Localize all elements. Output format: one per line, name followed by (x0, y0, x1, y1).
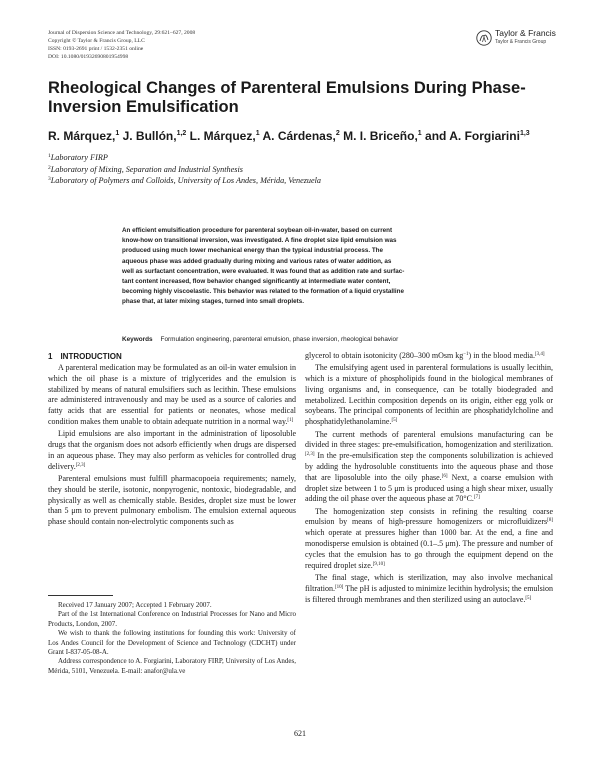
citation-ref: [10] (335, 584, 344, 590)
author-name: J. Bullón,$^{1,2}$ (122, 129, 187, 143)
body-paragraph: Parenteral emulsions must fulfill pharmacopoeia requirements; namely, they should be sterile, isotonic, nonpyrogenic, nontoxic, biodegradable, and physically as well as chemically stable. Besides, droplet size must be lower than 5 μm to prevent pulmonary embolism. The emulsion external aqueous phase should contain non-electrolytic components such as (48, 473, 296, 527)
citation-ref: [2,3] (305, 452, 315, 458)
copyright-line: Copyright © Taylor & Francis Group, LLC (48, 38, 145, 44)
body-paragraph: Lipid emulsions are also important in the administration of liposoluble drugs that the organism does not adsorb efficiently when drugs are dispersed in an aqueous phase. They may also perform as vehicles for controlled drug delivery.[2,3] (48, 429, 296, 471)
body-paragraph: The emulsifying agent used in parenteral formulations is usually lecithin, which is a mixture of phospholipids found in the biological membranes of living organisms and, in consequence, can be totally biodegraded and metabolized. Lecithin composition depends on its origin, either egg yolk or soybeans. The principal components of lecithin are phosphatidylcholine and phosphatidylethanolamine.[5] (305, 363, 553, 427)
citation-ref: [5] (391, 418, 398, 424)
citation-ref: [8] (547, 518, 553, 524)
author-list (48, 128, 588, 144)
citation-ref: [5] (525, 595, 532, 601)
abstract-line: know-how on transitional inversion, was investigated. A fine droplet size lipid emulsion was (122, 237, 397, 245)
journal-citation: Journal of Dispersion Science and Technology, 29:621–627, 2008 (48, 30, 196, 36)
author-name: A. Cárdenas,$^2$ (262, 129, 340, 143)
author-name: R. Márquez,$^1$ (48, 129, 120, 143)
affiliation-list (48, 152, 568, 187)
affiliation: $^2$Laboratory of Mixing, Separation and Industrial Synthesis (48, 164, 243, 174)
publisher-logo-icon (476, 30, 492, 46)
publisher-group: Taylor & Francis Group (495, 39, 547, 45)
abstract-line: phase that, at later mixing stages, turned into small droplets. (122, 298, 304, 306)
publisher-name: Taylor & Francis (495, 28, 556, 38)
publisher-logo-block (476, 29, 556, 47)
affiliation: $^1$Laboratory FIRP (48, 153, 108, 162)
section-heading (48, 351, 296, 362)
author-name: L. Márquez,$^1$ (189, 129, 260, 143)
author-name: and A. Forgiarini$^{1,3}$ (425, 129, 530, 143)
citation-ref: [3,4] (534, 352, 545, 357)
body-column-right (305, 351, 553, 607)
body-paragraph: The current methods of parenteral emulsions manufacturing can be divided in three stages: pre-emulsification, homogenization and sterilization.[2,3] In the pre-emulsification step the components solubilization is achieved by adding the hydrosoluble constituents into the aqueous phase and those that are liposoluble into the oily phase.[6] Next, a coarse emulsion with droplet size between 1 to 5 μm is produced using a high shear mixer, usually adding the oil phase over the aqueous phase at 70°C.[7] (305, 429, 553, 504)
section-number: 1 (48, 352, 53, 361)
footnote: Received 17 January 2007; Accepted 1 February 2007. (58, 601, 212, 609)
citation-ref: [1] (287, 417, 294, 423)
citation-ref: [7] (473, 495, 480, 501)
body-paragraph: glycerol to obtain isotonicity (280–300 mOsm $kg^{-1}$) in the blood media.[3,4] (305, 351, 545, 360)
abstract-line: An efficient emulsification procedure for parenteral soybean oil-in-water, based on current (122, 227, 393, 234)
abstract-line: tant content increased, flow behavior changed significantly at intermediate water content, (122, 278, 391, 286)
article-title: Rheological Changes of Parenteral Emulsions During Phase-Inversion Emulsification (48, 79, 526, 116)
body-column-left (48, 351, 296, 529)
body-paragraph: The final stage, which is sterilization, may also involve mechanical filtration.[10] The pH is adjusted to minimize lecithin hydrolysis; the emulsion is filtered through membranes and then sterilized using an autoclave.[5] (305, 572, 553, 604)
doi-line: DOI: 10.1080/01932690801954998 (48, 54, 129, 60)
body-paragraph: The homogenization step consists in refining the resulting coarse emulsion by means of high-pressure homogenizers or microfluidizers[8] which operate at pressures higher than 1000 bar. At the end, a fine and monodisperse emulsion is obtained (0.1–.5 μm). The pressure and number of cycles that the emulsion has to go through the equipment depend on the required droplet size.[9,10] (305, 506, 553, 570)
body-paragraph: A parenteral medication may be formulated as an oil-in water emulsion in which the oil phase is a mixture of triglycerides and the emulsion is stabilized by means of natural emulsifiers such as lecithin. These emulsions are administered intravenously and may be used as a source of calories and fatty acids that are essential for patients or neonates, whose medical condition makes them unable to obtain adequate nutrition in a normal way.[1] (48, 363, 296, 426)
journal-citation-block (48, 29, 348, 61)
section-title: INTRODUCTION (60, 352, 122, 361)
keywords-text: Formulation engineering, parenteral emulsion, phase inversion, rheological behavior (160, 336, 399, 343)
abstract-line: becoming highly viscoelastic. This behavior was related to the formation of a liquid crystalline (122, 288, 405, 296)
keywords-label: Keywords (122, 336, 153, 343)
abstract-line: produced using much lower mechanical energy than the typical industrial process. The (122, 247, 384, 255)
footnote: We wish to thank the following institutions for founding this work: University of Los Andes Council for the Development of Science and Technology (CDCHT) under Grant I-837-05-08-A. (48, 629, 296, 657)
footnote: Part of the 1st International Conference on Industrial Processes for Nano and Micro Products, London, 2007. (48, 610, 296, 628)
affiliation: $^3$Laboratory of Polymers and Colloids, University of Los Andes, Mérida, Venezuela (48, 176, 321, 185)
citation-ref: [9,10] (372, 561, 385, 567)
footnote-divider (48, 595, 113, 596)
author-name: M. I. Briceño,$^1$ (343, 129, 422, 143)
page-number: 621 (294, 729, 306, 738)
citation-ref: [2,3] (75, 462, 86, 468)
footnotes (48, 601, 296, 676)
abstract-line: aqueous phase was added gradually during mixing and various rates of water addition, as (122, 257, 392, 265)
abstract (122, 226, 484, 308)
citation-ref: [6] (441, 473, 448, 479)
keywords (122, 335, 502, 344)
abstract-line: well as surfactant concentration, were evaluated. It was found that as addition rate and surfac- (122, 267, 405, 275)
footnote: Address correspondence to A. Forgiarini, Laboratory FIRP, University of Los Andes, Mérida, 5101, Venezuela. E-mail: anafor@ula.ve (48, 657, 296, 675)
issn-line: ISSN: 0193-2691 print / 1532-2351 online (48, 46, 144, 52)
